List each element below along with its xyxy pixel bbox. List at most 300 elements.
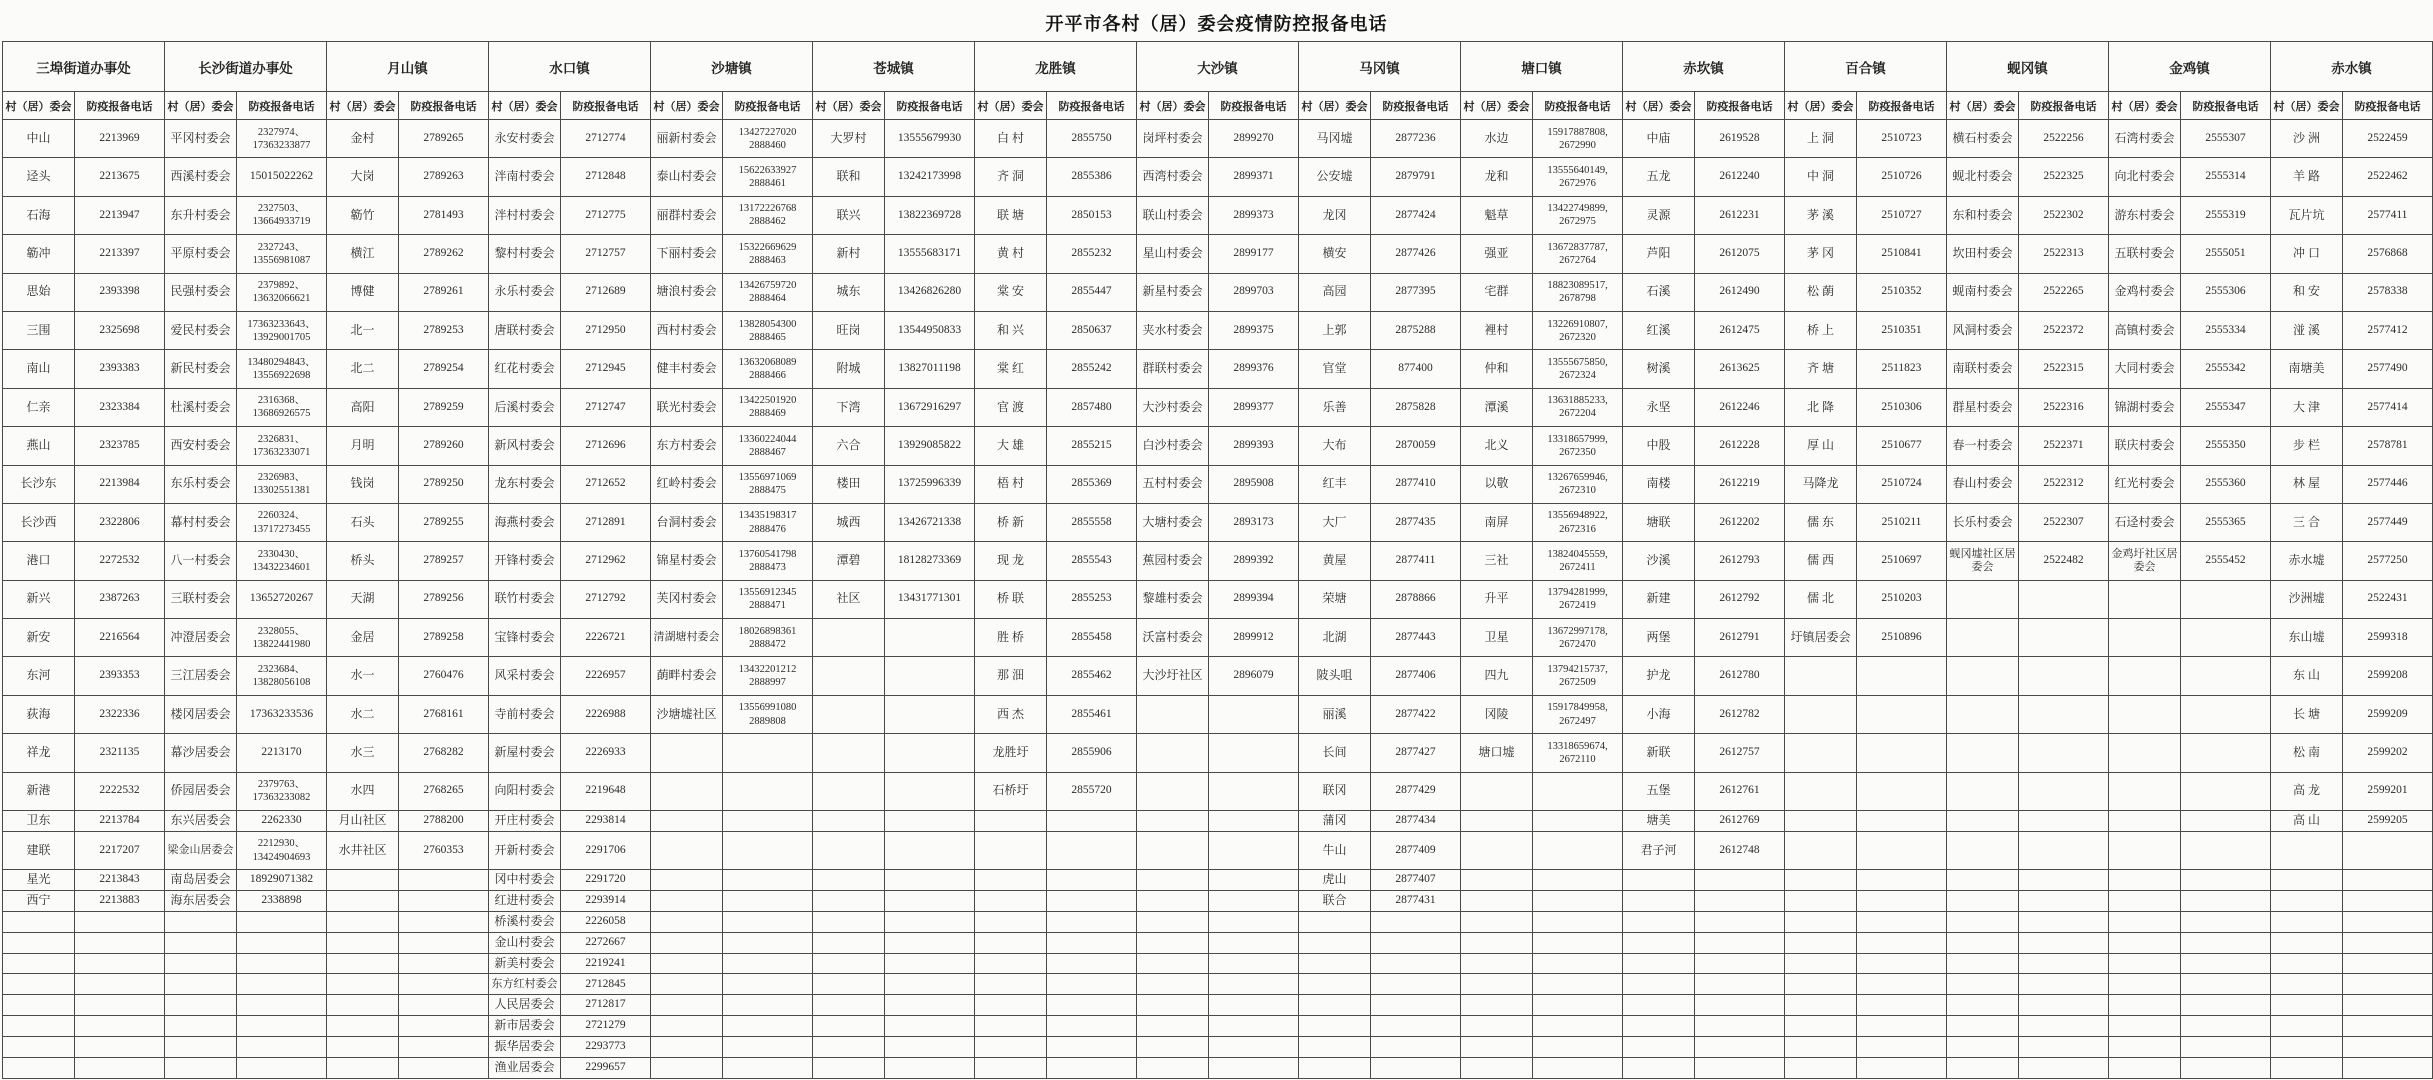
empty-cell — [3, 995, 75, 1016]
empty-cell — [975, 911, 1047, 932]
empty-cell — [1299, 911, 1371, 932]
village-cell: 东升村委会 — [165, 196, 237, 234]
village-cell: 荻海 — [3, 695, 75, 733]
phone-cell: 2612757 — [1695, 734, 1785, 772]
empty-cell — [885, 953, 975, 974]
empty-cell — [1785, 891, 1857, 912]
empty-cell — [1461, 811, 1533, 832]
village-cell: 大同村委会 — [2109, 350, 2181, 388]
empty-cell — [813, 974, 885, 995]
phone-cell: 2789262 — [399, 235, 489, 273]
phone-cell: 2599209 — [2343, 695, 2433, 733]
phone-cell: 2522325 — [2019, 158, 2109, 196]
empty-cell — [75, 911, 165, 932]
phone-cell: 2612792 — [1695, 580, 1785, 618]
phone-cell: 2712792 — [561, 580, 651, 618]
empty-cell — [1785, 995, 1857, 1016]
phone-cell: 2510306 — [1857, 388, 1947, 426]
phone-column-header: 防疫报备电话 — [723, 92, 813, 120]
phone-cell: 15622633927 2888461 — [723, 158, 813, 196]
empty-cell — [1137, 734, 1209, 772]
phone-cell: 2712747 — [561, 388, 651, 426]
phone-cell: 13652720267 — [237, 580, 327, 618]
village-cell: 开锋村委会 — [489, 542, 561, 580]
empty-cell — [1947, 831, 2019, 869]
empty-cell — [1209, 891, 1299, 912]
empty-cell — [2109, 911, 2181, 932]
village-cell: 松 蓢 — [1785, 273, 1857, 311]
empty-cell — [1857, 811, 1947, 832]
empty-cell — [885, 870, 975, 891]
village-cell: 联竹村委会 — [489, 580, 561, 618]
phone-cell: 2855906 — [1047, 734, 1137, 772]
empty-cell — [723, 734, 813, 772]
empty-cell — [1947, 1037, 2019, 1058]
phone-cell: 2510841 — [1857, 235, 1947, 273]
village-cell: 博健 — [327, 273, 399, 311]
town-header: 马冈镇 — [1299, 42, 1461, 92]
village-cell: 桥溪村委会 — [489, 911, 561, 932]
village-cell: 三江居委会 — [165, 657, 237, 695]
empty-cell — [1857, 734, 1947, 772]
empty-cell — [75, 1016, 165, 1037]
village-cell: 海燕村委会 — [489, 503, 561, 541]
village-cell: 大 津 — [2271, 388, 2343, 426]
village-cell: 民强村委会 — [165, 273, 237, 311]
empty-cell — [1137, 891, 1209, 912]
phone-cell: 2712945 — [561, 350, 651, 388]
village-cell: 黄屋 — [1299, 542, 1371, 580]
phone-cell: 13556948922, 2672316 — [1533, 503, 1623, 541]
phone-cell: 2877236 — [1371, 120, 1461, 158]
village-cell: 大沙村委会 — [1137, 388, 1209, 426]
phone-cell: 2712962 — [561, 542, 651, 580]
village-cell: 金居 — [327, 619, 399, 657]
empty-cell — [1137, 695, 1209, 733]
village-cell: 白沙村委会 — [1137, 427, 1209, 465]
table-row — [3, 1016, 2433, 1037]
empty-cell — [2019, 811, 2109, 832]
empty-cell — [885, 831, 975, 869]
phone-cell: 13794281999, 2672419 — [1533, 580, 1623, 618]
village-cell: 联和 — [813, 158, 885, 196]
table-row — [3, 580, 2433, 618]
village-cell: 丽群村委会 — [651, 196, 723, 234]
phone-cell: 13556991080 2889808 — [723, 695, 813, 733]
town-header: 沙塘镇 — [651, 42, 813, 92]
phone-cell: 2555342 — [2181, 350, 2271, 388]
phone-cell: 2789263 — [399, 158, 489, 196]
village-cell: 石桥圩 — [975, 772, 1047, 810]
village-cell: 蒲冈 — [1299, 811, 1371, 832]
village-cell: 长间 — [1299, 734, 1371, 772]
village-cell: 潭溪 — [1461, 388, 1533, 426]
village-cell: 永乐村委会 — [489, 273, 561, 311]
village-cell: 厚 山 — [1785, 427, 1857, 465]
village-cell: 儒 东 — [1785, 503, 1857, 541]
empty-cell — [1461, 891, 1533, 912]
empty-cell — [165, 995, 237, 1016]
phone-cell: 2213984 — [75, 465, 165, 503]
empty-cell — [975, 932, 1047, 953]
phone-cell: 15015022262 — [237, 158, 327, 196]
phone-cell: 2896079 — [1209, 657, 1299, 695]
village-cell: 三社 — [1461, 542, 1533, 580]
table-row — [3, 503, 2433, 541]
empty-cell — [2181, 811, 2271, 832]
village-cell: 群星村委会 — [1947, 388, 2019, 426]
phone-column-header: 防疫报备电话 — [237, 92, 327, 120]
phone-cell: 2612075 — [1695, 235, 1785, 273]
phone-cell: 13431771301 — [885, 580, 975, 618]
phone-cell: 2855462 — [1047, 657, 1137, 695]
empty-cell — [1371, 1037, 1461, 1058]
phone-cell: 2789257 — [399, 542, 489, 580]
empty-cell — [1947, 1016, 2019, 1037]
phone-cell: 2879791 — [1371, 158, 1461, 196]
village-cell: 附城 — [813, 350, 885, 388]
empty-cell — [165, 1057, 237, 1078]
phone-cell: 2712689 — [561, 273, 651, 311]
phone-cell: 2213170 — [237, 734, 327, 772]
phone-cell: 2213784 — [75, 811, 165, 832]
table-row — [3, 542, 2433, 580]
phone-cell: 2222532 — [75, 772, 165, 810]
village-cell: 石迳村委会 — [2109, 503, 2181, 541]
village-cell: 塘美 — [1623, 811, 1695, 832]
village-cell: 新屋村委会 — [489, 734, 561, 772]
phone-cell: 2555452 — [2181, 542, 2271, 580]
phone-cell: 13824045559, 2672411 — [1533, 542, 1623, 580]
empty-cell — [885, 911, 975, 932]
village-cell: 北义 — [1461, 427, 1533, 465]
phone-cell: 2712845 — [561, 974, 651, 995]
village-cell: 东乐村委会 — [165, 465, 237, 503]
empty-cell — [975, 811, 1047, 832]
phone-cell: 2522256 — [2019, 120, 2109, 158]
empty-cell — [1785, 695, 1857, 733]
empty-cell — [1209, 932, 1299, 953]
empty-cell — [3, 1016, 75, 1037]
village-cell: 黎雄村委会 — [1137, 580, 1209, 618]
empty-cell — [1299, 1037, 1371, 1058]
empty-cell — [1209, 870, 1299, 891]
table-row — [3, 953, 2433, 974]
empty-cell — [1209, 1037, 1299, 1058]
empty-cell — [237, 1057, 327, 1078]
phone-cell: 2855215 — [1047, 427, 1137, 465]
phone-column-header: 防疫报备电话 — [2019, 92, 2109, 120]
phone-cell: 2522459 — [2343, 120, 2433, 158]
village-cell: 新村 — [813, 235, 885, 273]
village-cell: 红花村委会 — [489, 350, 561, 388]
village-cell: 簕竹 — [327, 196, 399, 234]
empty-cell — [1209, 695, 1299, 733]
phone-cell: 2877435 — [1371, 503, 1461, 541]
phone-cell: 2768265 — [399, 772, 489, 810]
village-cell: 虎山 — [1299, 870, 1371, 891]
empty-cell — [1137, 953, 1209, 974]
empty-cell — [1461, 1016, 1533, 1037]
empty-cell — [237, 1037, 327, 1058]
village-cell: 爱民村委会 — [165, 311, 237, 349]
phone-cell: 13672837787, 2672764 — [1533, 235, 1623, 273]
phone-cell: 13426826280 — [885, 273, 975, 311]
phone-cell: 2768161 — [399, 695, 489, 733]
empty-cell — [651, 953, 723, 974]
empty-cell — [2181, 831, 2271, 869]
phone-column-header: 防疫报备电话 — [75, 92, 165, 120]
empty-cell — [1209, 995, 1299, 1016]
empty-cell — [1857, 1057, 1947, 1078]
empty-cell — [1299, 932, 1371, 953]
village-cell: 东方村委会 — [651, 427, 723, 465]
village-cell: 天湖 — [327, 580, 399, 618]
phone-cell: 2788200 — [399, 811, 489, 832]
empty-cell — [2343, 891, 2433, 912]
empty-cell — [813, 1057, 885, 1078]
phone-cell: 2599318 — [2343, 619, 2433, 657]
village-column-header: 村（居）委会 — [651, 92, 723, 120]
table-row — [3, 911, 2433, 932]
empty-cell — [975, 870, 1047, 891]
empty-cell — [2109, 974, 2181, 995]
empty-cell — [2019, 1016, 2109, 1037]
village-cell: 港口 — [3, 542, 75, 580]
empty-cell — [1947, 932, 2019, 953]
phone-cell: 13672997178, 2672470 — [1533, 619, 1623, 657]
phone-cell: 2226988 — [561, 695, 651, 733]
village-cell: 冲 口 — [2271, 235, 2343, 273]
table-row — [3, 1057, 2433, 1078]
empty-cell — [399, 1037, 489, 1058]
empty-cell — [1623, 1037, 1695, 1058]
empty-cell — [1695, 891, 1785, 912]
phone-column-header: 防疫报备电话 — [1533, 92, 1623, 120]
empty-cell — [327, 974, 399, 995]
empty-cell — [2343, 974, 2433, 995]
village-cell: 中 洞 — [1785, 158, 1857, 196]
empty-cell — [651, 1016, 723, 1037]
village-cell: 沙洲墟 — [2271, 580, 2343, 618]
village-cell: 冲澄居委会 — [165, 619, 237, 657]
village-cell: 群联村委会 — [1137, 350, 1209, 388]
village-cell: 杜溪村委会 — [165, 388, 237, 426]
phone-cell: 2855461 — [1047, 695, 1137, 733]
village-cell: 水三 — [327, 734, 399, 772]
phone-cell: 13632068089 2888466 — [723, 350, 813, 388]
empty-cell — [651, 974, 723, 995]
table-row — [3, 158, 2433, 196]
village-cell: 红岭村委会 — [651, 465, 723, 503]
empty-cell — [651, 1037, 723, 1058]
phone-cell: 2612761 — [1695, 772, 1785, 810]
empty-cell — [813, 870, 885, 891]
empty-cell — [2019, 995, 2109, 1016]
empty-cell — [2181, 1037, 2271, 1058]
phone-cell: 15917849958, 2672497 — [1533, 695, 1623, 733]
village-cell: 八一村委会 — [165, 542, 237, 580]
empty-cell — [327, 1016, 399, 1037]
phone-cell: 2522316 — [2019, 388, 2109, 426]
village-cell: 联 塘 — [975, 196, 1047, 234]
phone-cell: 2213675 — [75, 158, 165, 196]
empty-cell — [1533, 772, 1623, 810]
phone-cell: 2316368、 13686926575 — [237, 388, 327, 426]
village-cell: 水井社区 — [327, 831, 399, 869]
empty-cell — [2019, 619, 2109, 657]
phone-cell: 2899270 — [1209, 120, 1299, 158]
empty-cell — [1857, 1037, 1947, 1058]
empty-cell — [1857, 831, 1947, 869]
phone-cell: 13725996339 — [885, 465, 975, 503]
phone-cell: 2899394 — [1209, 580, 1299, 618]
empty-cell — [651, 831, 723, 869]
empty-cell — [1947, 734, 2019, 772]
empty-cell — [2181, 953, 2271, 974]
phone-cell: 2213883 — [75, 891, 165, 912]
phone-cell: 2577414 — [2343, 388, 2433, 426]
empty-cell — [723, 1057, 813, 1078]
empty-cell — [1047, 953, 1137, 974]
table-row — [3, 465, 2433, 503]
phone-cell: 18026898361 2888472 — [723, 619, 813, 657]
empty-cell — [1461, 870, 1533, 891]
village-cell: 蓢畔村委会 — [651, 657, 723, 695]
empty-cell — [2109, 657, 2181, 695]
village-cell: 开新村委会 — [489, 831, 561, 869]
phone-cell: 2216564 — [75, 619, 165, 657]
empty-cell — [885, 619, 975, 657]
empty-cell — [1533, 995, 1623, 1016]
empty-cell — [813, 734, 885, 772]
empty-cell — [2109, 932, 2181, 953]
phone-cell: 2855447 — [1047, 273, 1137, 311]
village-cell: 仁亲 — [3, 388, 75, 426]
village-cell: 唐联村委会 — [489, 311, 561, 349]
phone-column-header: 防疫报备电话 — [2343, 92, 2433, 120]
empty-cell — [1137, 911, 1209, 932]
empty-cell — [2019, 580, 2109, 618]
empty-cell — [975, 1016, 1047, 1037]
empty-cell — [2109, 870, 2181, 891]
village-cell: 荣塘 — [1299, 580, 1371, 618]
village-cell: 卫东 — [3, 811, 75, 832]
village-cell: 锦湖村委会 — [2109, 388, 2181, 426]
empty-cell — [1857, 891, 1947, 912]
phone-cell: 2712817 — [561, 995, 651, 1016]
phone-cell: 2855458 — [1047, 619, 1137, 657]
village-cell: 水边 — [1461, 120, 1533, 158]
village-cell: 步 栏 — [2271, 427, 2343, 465]
phone-cell: 2899177 — [1209, 235, 1299, 273]
village-cell: 冈中村委会 — [489, 870, 561, 891]
empty-cell — [885, 1057, 975, 1078]
empty-cell — [1785, 734, 1857, 772]
phone-cell: 13556912345 2888471 — [723, 580, 813, 618]
phone-cell: 2226933 — [561, 734, 651, 772]
village-column-header: 村（居）委会 — [489, 92, 561, 120]
village-cell: 那 沺 — [975, 657, 1047, 695]
empty-cell — [1695, 953, 1785, 974]
empty-cell — [885, 657, 975, 695]
empty-cell — [723, 870, 813, 891]
empty-cell — [399, 974, 489, 995]
empty-cell — [2271, 995, 2343, 1016]
empty-cell — [1209, 911, 1299, 932]
phone-cell: 2327243、 13556981087 — [237, 235, 327, 273]
empty-cell — [1947, 995, 2019, 1016]
phone-cell: 2712696 — [561, 427, 651, 465]
table-row — [3, 695, 2433, 733]
phone-cell: 2612240 — [1695, 158, 1785, 196]
phone-cell: 2327503、 13664933719 — [237, 196, 327, 234]
village-cell: 新兴 — [3, 580, 75, 618]
village-cell: 新民村委会 — [165, 350, 237, 388]
village-cell: 大罗村 — [813, 120, 885, 158]
village-cell: 振华居委会 — [489, 1037, 561, 1058]
empty-cell — [1533, 911, 1623, 932]
village-cell: 沙塘墟社区 — [651, 695, 723, 733]
empty-cell — [399, 891, 489, 912]
phone-cell: 17363233643、 13929001705 — [237, 311, 327, 349]
village-cell: 高 龙 — [2271, 772, 2343, 810]
phone-cell: 2855543 — [1047, 542, 1137, 580]
empty-cell — [975, 831, 1047, 869]
empty-cell — [1857, 995, 1947, 1016]
village-cell: 儒 西 — [1785, 542, 1857, 580]
phone-cell: 2878866 — [1371, 580, 1461, 618]
village-cell: 金鸡村委会 — [2109, 273, 2181, 311]
empty-cell — [1785, 911, 1857, 932]
empty-cell — [723, 974, 813, 995]
phone-cell: 2612748 — [1695, 831, 1785, 869]
phone-cell: 2555365 — [2181, 503, 2271, 541]
empty-cell — [237, 1016, 327, 1037]
village-cell: 海东居委会 — [165, 891, 237, 912]
phone-column-header: 防疫报备电话 — [399, 92, 489, 120]
phone-cell: 2855232 — [1047, 235, 1137, 273]
empty-cell — [1623, 1016, 1695, 1037]
village-cell: 中股 — [1623, 427, 1695, 465]
empty-cell — [2019, 1057, 2109, 1078]
empty-cell — [885, 974, 975, 995]
town-header: 水口镇 — [489, 42, 651, 92]
village-cell: 胜 桥 — [975, 619, 1047, 657]
empty-cell — [237, 911, 327, 932]
village-cell: 后溪村委会 — [489, 388, 561, 426]
town-header: 长沙街道办事处 — [165, 42, 327, 92]
empty-cell — [327, 870, 399, 891]
empty-cell — [2271, 891, 2343, 912]
village-cell: 南楼 — [1623, 465, 1695, 503]
phone-cell: 2855253 — [1047, 580, 1137, 618]
empty-cell — [885, 995, 975, 1016]
phone-cell: 2555360 — [2181, 465, 2271, 503]
phone-cell: 2899392 — [1209, 542, 1299, 580]
village-cell: 和 兴 — [975, 311, 1047, 349]
village-cell: 仲和 — [1461, 350, 1533, 388]
village-cell: 联兴 — [813, 196, 885, 234]
phone-cell: 2379892、 13632066621 — [237, 273, 327, 311]
empty-cell — [1623, 953, 1695, 974]
empty-cell — [1947, 891, 2019, 912]
phone-cell: 2213947 — [75, 196, 165, 234]
village-column-header: 村（居）委会 — [813, 92, 885, 120]
village-cell: 小海 — [1623, 695, 1695, 733]
empty-cell — [813, 911, 885, 932]
phone-cell: 2555306 — [2181, 273, 2271, 311]
